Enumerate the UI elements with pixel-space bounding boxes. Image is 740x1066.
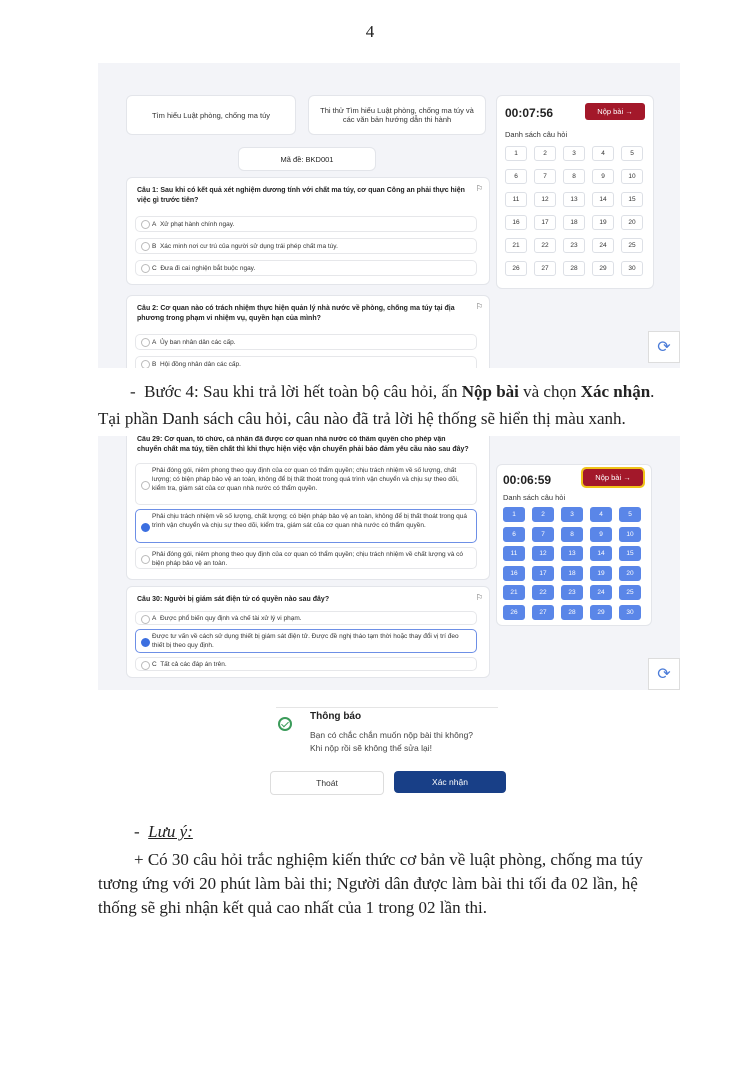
question-number-button[interactable]: 8 [561,527,583,542]
question-number-button[interactable]: 29 [592,261,614,276]
question-number-button[interactable]: 25 [619,585,641,600]
check-circle-icon [278,717,292,731]
option-text: Được phổ biến quy định và chế tài xử lý vi phạm. [159,615,302,622]
question-number-button[interactable]: 9 [590,527,612,542]
question-number-button[interactable]: 15 [619,546,641,561]
dialog-message [310,729,510,755]
option-b[interactable] [135,509,477,543]
countdown-timer: 00:07:56 [505,106,554,120]
question-number-button[interactable]: 4 [590,507,612,522]
question-number-button[interactable]: 30 [619,605,641,620]
tab-learn-law-label: Tìm hiểu Luật phòng, chống ma túy [152,110,270,120]
radio-button[interactable] [141,338,150,347]
exit-button[interactable]: Thoát [270,771,384,795]
radio-button[interactable] [141,638,150,647]
screenshot-exam-start [98,63,680,368]
question-number-button[interactable]: 6 [505,169,527,184]
question-number-button[interactable]: 26 [505,261,527,276]
question-number-button[interactable]: 2 [534,146,556,161]
question-number-button[interactable]: 15 [621,192,643,207]
option-text: Hội đồng nhân dân các cấp. [159,361,241,368]
step4-line2: Tại phần Danh sách câu hỏi, câu nào đã trả lời hệ thống sẽ hiển thị màu xanh. [98,409,626,428]
question-number-button[interactable]: 28 [561,605,583,620]
question-number-button[interactable]: 16 [505,215,527,230]
question-number-button[interactable]: 17 [532,566,554,581]
radio-button[interactable] [141,481,150,490]
question-title: Câu 2: Cơ quan nào có trách nhiệm thực hiện quản lý nhà nước về phòng, chống ma túy tại địa phương trong phạm vi nhiệm vụ, quyền hạn của mình? [137,305,455,322]
question-number-button[interactable]: 12 [532,546,554,561]
screenshot-exam-end [98,436,680,690]
option-a[interactable] [135,463,477,505]
option-b[interactable]: B Hội đồng nhân dân các cấp. [135,356,477,368]
exam-code [238,147,376,171]
option-text: Phải đóng gói, niêm phong theo quy định của cơ quan có thẩm quyền; chịu trách nhiệm về chất lượng và có biện pháp bảo vệ an toàn. [152,551,463,567]
option-text: Được tư vấn về cách sử dụng thiết bị giám sát điện tử. Được đề nghị tháo tạm thời hoặc thay đổi vị trí đeo thiết bị theo quy định. [152,633,459,649]
dialog-message-line1: Bạn có chắc chắn muốn nộp bài thi không? [310,730,474,740]
question-title: Câu 1: Sau khi có kết quả xét nghiệm dương tính với chất ma túy, cơ quan Công an phải thực hiện việc gì trước tiên? [137,187,465,204]
option-b[interactable] [135,629,477,653]
question-number-button[interactable]: 18 [561,566,583,581]
option-a[interactable]: A Ủy ban nhân dân các cấp. [135,334,477,350]
option-text: Phải đóng gói, niêm phong theo quy định của cơ quan có thẩm quyền; chịu trách nhiệm về số lượng, chất lượng; có biện pháp bảo vệ an toàn, không để bị thất thoát trong quá trình vận chuyển và chịu sự theo dõi, kiểm tra, giám sát của cơ quan nhà nước có thẩm quyền. [152,467,459,492]
question-card-30 [126,586,490,678]
radio-button[interactable] [141,523,150,532]
question-number-button[interactable]: 23 [563,238,585,253]
tab-learn-law[interactable] [126,95,296,135]
question-title: Câu 29: Cơ quan, tổ chức, cá nhân đã được cơ quan nhà nước có thẩm quyền cho phép vận chuyển chất ma túy, tiền chất thì khi thực hiện việc vận chuyển phải bảo đảm yêu cầu nào sau đây? [137,436,469,453]
question-number-button[interactable]: 20 [621,215,643,230]
question-number-button[interactable]: 21 [503,585,525,600]
radio-button[interactable] [141,360,150,368]
question-number-button[interactable]: 6 [503,527,525,542]
question-card-1 [126,177,490,285]
option-text: Đưa đi cai nghiện bắt buộc ngay. [160,265,256,272]
question-list-panel [496,464,652,626]
question-number-button[interactable]: 27 [534,261,556,276]
bookmark-icon[interactable]: ⚐ [475,593,483,602]
question-number-button[interactable]: 23 [561,585,583,600]
option-text: Xử phạt hành chính ngay. [159,221,235,228]
step4-paragraph: - Bước 4: Sau khi trả lời hết toàn bộ câu hỏi, ấn Nộp bài và chọn Xác nhận. [130,382,655,401]
recaptcha-icon[interactable]: ⟳ [648,331,680,363]
radio-button[interactable] [141,242,150,251]
divider [276,707,498,708]
note-line3: thống sẽ ghi nhận kết quả cao nhất của 1 trong 02 lần thi. [98,898,488,917]
question-number-button[interactable]: 3 [563,146,585,161]
question-card-2 [126,295,490,368]
question-number-button[interactable]: 26 [503,605,525,620]
question-number-button[interactable]: 28 [563,261,585,276]
question-number-button[interactable]: 30 [621,261,643,276]
question-number-button[interactable]: 13 [563,192,585,207]
option-text: Tất cả các đáp án trên. [160,661,227,668]
page-number: 4 [365,22,375,41]
option-a[interactable]: A Được phổ biến quy định và chế tài xử lý vi phạm. [135,611,477,625]
option-a[interactable]: A Xử phạt hành chính ngay. [135,216,477,232]
question-number-button[interactable]: 10 [619,527,641,542]
question-number-button[interactable]: 25 [621,238,643,253]
question-number-button[interactable]: 13 [561,546,583,561]
question-number-button[interactable]: 14 [590,546,612,561]
dialog-message-line2: Khi nộp rồi sẽ không thể sửa lại! [310,743,432,753]
submit-button[interactable]: Nộp bài → [583,469,643,486]
question-number-button[interactable]: 1 [503,507,525,522]
question-number-button[interactable]: 18 [563,215,585,230]
question-number-button[interactable]: 2 [532,507,554,522]
option-c[interactable]: C Tất cả các đáp án trên. [135,657,477,671]
question-number-button[interactable]: 14 [592,192,614,207]
question-number-button[interactable]: 9 [592,169,614,184]
question-title: Câu 30: Người bị giám sát điện tử có quyền nào sau đây? [137,596,330,603]
question-number-button[interactable]: 21 [505,238,527,253]
question-number-button[interactable]: 3 [561,507,583,522]
radio-button[interactable] [141,555,150,564]
question-number-button[interactable]: 11 [505,192,527,207]
question-number-button[interactable]: 24 [592,238,614,253]
exam-code-label: Mã đề: BKD001 [280,154,334,164]
option-c[interactable]: C Đưa đi cai nghiện bắt buộc ngay. [135,260,477,276]
question-number-button[interactable]: 17 [534,215,556,230]
question-number-button[interactable]: 22 [534,238,556,253]
radio-button[interactable] [141,661,150,670]
question-number-button[interactable]: 4 [592,146,614,161]
note-label: Lưu ý: [148,822,193,841]
countdown-timer: 00:06:59 [503,473,552,487]
bookmark-icon[interactable]: ⚐ [475,184,483,193]
question-number-button[interactable]: 11 [503,546,525,561]
bookmark-icon[interactable]: ⚐ [475,302,483,311]
question-number-button[interactable]: 19 [590,566,612,581]
confirm-button[interactable]: Xác nhận [394,771,506,793]
tab-practice-exam-label: Thi thử Tìm hiểu Luật phòng, chống ma túy và các văn bản hướng dẫn thi hành [320,106,474,124]
question-list-label: Danh sách câu hỏi [503,493,566,502]
question-number-button[interactable]: 27 [532,605,554,620]
radio-button[interactable] [141,615,150,624]
question-number-button[interactable]: 29 [590,605,612,620]
question-number-button[interactable]: 20 [619,566,641,581]
note-line1: + Có 30 câu hỏi trắc nghiệm kiến thức cơ bản về luật phòng, chống ma túy [134,850,643,869]
submit-button[interactable]: Nộp bài → [585,103,645,120]
question-list-label: Danh sách câu hỏi [505,130,568,139]
question-number-button[interactable]: 7 [534,169,556,184]
note-heading: - Lưu ý: [134,822,193,841]
question-card-29 [126,436,490,580]
question-number-button[interactable]: 5 [621,146,643,161]
radio-button[interactable] [141,264,150,273]
question-number-button[interactable]: 5 [619,507,641,522]
question-number-button[interactable]: 19 [592,215,614,230]
recaptcha-icon[interactable]: ⟳ [648,658,680,690]
question-list-panel [496,95,654,289]
note-line2: tương ứng với 20 phút làm bài thi; Người dân được làm bài thi tối đa 02 lần, hệ [98,874,638,893]
question-number-button[interactable]: 24 [590,585,612,600]
question-number-button[interactable]: 16 [503,566,525,581]
radio-button[interactable] [141,220,150,229]
question-number-button[interactable]: 1 [505,146,527,161]
question-number-button[interactable]: 8 [563,169,585,184]
confirm-dialog [258,697,516,803]
option-text: Ủy ban nhân dân các cấp. [159,339,236,346]
question-number-button[interactable]: 12 [534,192,556,207]
option-c[interactable] [135,547,477,569]
dialog-title: Thông báo [310,711,362,722]
question-number-button[interactable]: 22 [532,585,554,600]
tab-practice-exam[interactable] [308,95,486,135]
option-b[interactable]: B Xác minh nơi cư trú của người sử dụng trái phép chất ma túy. [135,238,477,254]
question-number-button[interactable]: 10 [621,169,643,184]
question-number-button[interactable]: 7 [532,527,554,542]
option-text: Phải chịu trách nhiệm về số lượng, chất lượng; có biện pháp bảo vệ an toàn, không để bị thất thoát trong quá trình vận chuyển và chịu sự theo dõi, kiểm tra, giám sát của cơ quan nhà nước có thẩm quyền. [152,513,467,529]
option-text: Xác minh nơi cư trú của người sử dụng trái phép chất ma túy. [159,243,338,250]
